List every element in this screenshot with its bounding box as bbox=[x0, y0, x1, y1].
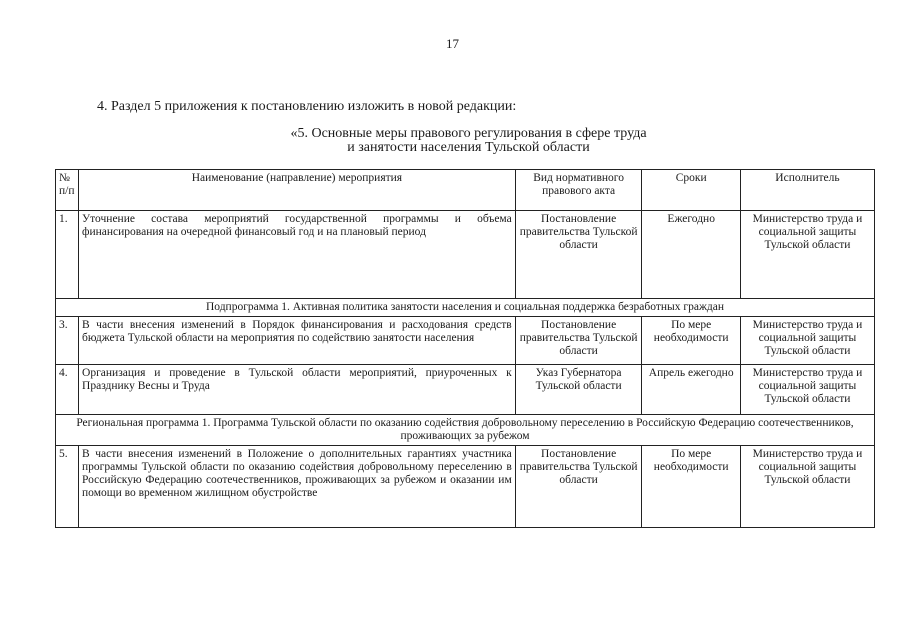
row3-num: 3. bbox=[56, 317, 79, 365]
row3-act: Постановление правительства Тульской области bbox=[515, 317, 642, 365]
header-name: Наименование (направление) мероприятия bbox=[79, 170, 516, 211]
table-row bbox=[56, 446, 875, 528]
header-executor: Исполнитель bbox=[740, 170, 874, 211]
table-row bbox=[56, 317, 875, 365]
heading-line-2: и занятости населения Тульской области bbox=[347, 140, 590, 155]
row5-executor: Министерство труда и социальной защиты Тульской области bbox=[740, 446, 874, 528]
row4-num: 4. bbox=[56, 365, 79, 415]
row1-name: Уточнение состава мероприятий государственной программы и объема финансирования на очередной финансовый год и на плановый период bbox=[79, 211, 516, 299]
row4-term: Апрель ежегодно bbox=[642, 365, 740, 415]
row3-name: В части внесения изменений в Порядок финансирования и расходования средств бюджета Тульской области на мероприятия по содействию занятости населения bbox=[79, 317, 516, 365]
section-row bbox=[56, 299, 875, 317]
regional-program-1-title: Региональная программа 1. Программа Тульской области по оказанию содействия добровольному переселению в Российскую Федерацию соотечественников, проживающих за рубежом bbox=[56, 415, 875, 446]
row3-executor: Министерство труда и социальной защиты Тульской области bbox=[740, 317, 874, 365]
row5-term: По мере необходимости bbox=[642, 446, 740, 528]
row1-num: 1. bbox=[56, 211, 79, 299]
row4-name: Организация и проведение в Тульской области мероприятий, приуроченных к Празднику Весны и Труда bbox=[79, 365, 516, 415]
row4-executor: Министерство труда и социальной защиты Тульской области bbox=[740, 365, 874, 415]
header-act: Вид нормативного правового акта bbox=[515, 170, 642, 211]
row1-term: Ежегодно bbox=[642, 211, 740, 299]
heading-line-1: «5. Основные меры правового регулирования в сфере труда bbox=[290, 126, 647, 141]
table-header-row bbox=[56, 170, 875, 211]
intro-paragraph: 4. Раздел 5 приложения к постановлению изложить в новой редакции: bbox=[97, 99, 517, 114]
row1-executor: Министерство труда и социальной защиты Тульской области bbox=[740, 211, 874, 299]
table-row bbox=[56, 211, 875, 299]
subprogram-1-title: Подпрограмма 1. Активная политика занятости населения и социальная поддержка безработных граждан bbox=[56, 299, 875, 317]
row4-act: Указ Губернатора Тульской области bbox=[515, 365, 642, 415]
row5-act: Постановление правительства Тульской области bbox=[515, 446, 642, 528]
header-term: Сроки bbox=[642, 170, 740, 211]
row1-act: Постановление правительства Тульской области bbox=[515, 211, 642, 299]
row3-term: По мере необходимости bbox=[642, 317, 740, 365]
row5-num: 5. bbox=[56, 446, 79, 528]
section-heading bbox=[0, 127, 905, 155]
row5-name: В части внесения изменений в Положение о дополнительных гарантиях участника программы Тульской области по оказанию содействия добровольному переселению в Российскую Федерацию соотечественников, проживающих за рубежом и оказании им помощи во временном жилищном обустройстве bbox=[79, 446, 516, 528]
table-row bbox=[56, 365, 875, 415]
section-row bbox=[56, 415, 875, 446]
regulation-table bbox=[55, 169, 875, 528]
header-num: № п/п bbox=[56, 170, 79, 211]
page-number: 17 bbox=[446, 36, 459, 51]
